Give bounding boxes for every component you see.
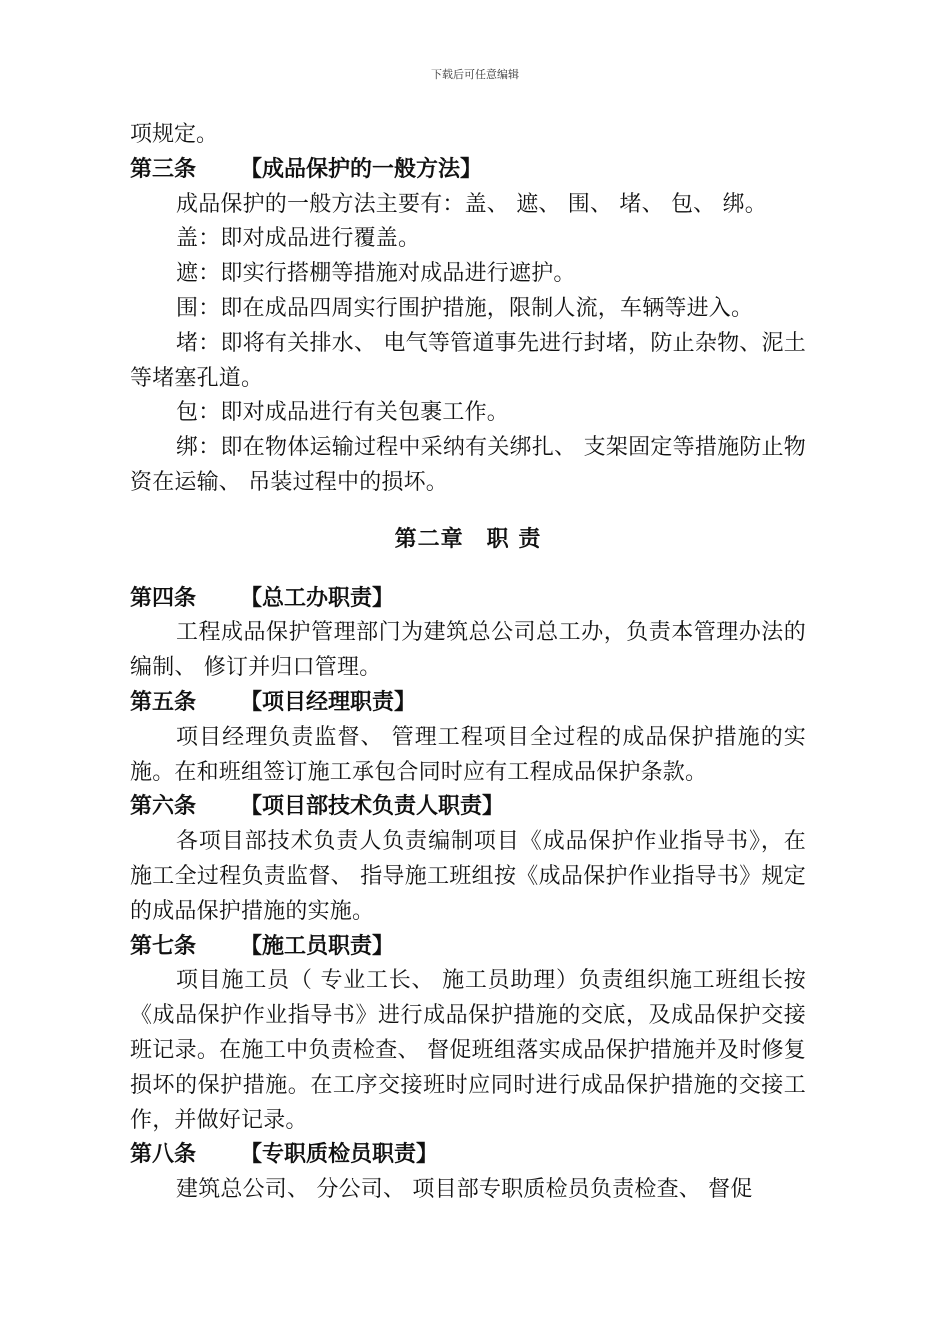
article-4-number: 第四条 xyxy=(130,585,197,611)
article-5-title: 【项目经理职责】 xyxy=(240,689,417,715)
article-4-title: 【总工办职责】 xyxy=(240,585,395,611)
article-5-number: 第五条 xyxy=(130,689,197,715)
article-8-heading xyxy=(130,1138,806,1173)
page-header: 下载后可任意编辑 xyxy=(431,68,519,81)
article-3-paragraph-7: 绑：即在物体运输过程中采纳有关绑扎、 支架固定等措施防止物资在运输、 吊装过程中的损坏。 xyxy=(130,435,806,495)
article-7-title: 【施工员职责】 xyxy=(240,933,395,959)
article-3-paragraph-1: 成品保护的一般方法主要有：盖、 遮、 围、 堵、 包、 绑。 xyxy=(176,191,767,217)
article-8-paragraph-1: 建筑总公司、 分公司、 项目部专职质检员负责检查、 督促 xyxy=(176,1177,753,1203)
article-4-heading xyxy=(130,582,806,617)
article-3-title: 【成品保护的一般方法】 xyxy=(240,156,483,182)
article-6-title: 【项目部技术负责人职责】 xyxy=(240,794,505,820)
article-3-paragraph-4: 围：即在成品四周实行围护措施，限制人流，车辆等进入。 xyxy=(176,295,754,321)
intro-tail: 项规定。 xyxy=(130,122,219,147)
chapter-2-title: 第二章 职 责 xyxy=(394,526,542,552)
article-5-paragraph-1: 项目经理负责监督、 管理工程项目全过程的成品保护措施的实施。在和班组签订施工承包合同时应有工程成品保护条款。 xyxy=(130,724,806,785)
document-body xyxy=(130,118,806,1208)
article-8-title: 【专职质检员职责】 xyxy=(240,1142,439,1168)
article-7-heading xyxy=(130,930,806,965)
article-6-heading xyxy=(130,790,806,825)
article-7-number: 第七条 xyxy=(130,933,197,959)
article-6-number: 第六条 xyxy=(130,794,197,820)
article-3-heading xyxy=(130,153,806,188)
article-3-paragraph-3: 遮：即实行搭棚等措施对成品进行遮护。 xyxy=(176,261,576,287)
article-6-paragraph-1: 各项目部技术负责人负责编制项目《成品保护作业指导书》，在施工全过程负责监督、 指导施工班组按《成品保护作业指导书》规定的成品保护措施的实施。 xyxy=(130,829,806,924)
article-7-paragraph-1: 项目施工员（ 专业工长、 施工员助理）负责组织施工班组长按《成品保护作业指导书》进行成品保护措施的交底，及成品保护交接班记录。在施工中负责检查、 督促班组落实成品保护措施并及时修复损坏的保护措施。在工序交接班时应同时进行成品保护措施的交接工作，并做好记录。 xyxy=(130,968,806,1133)
article-3-number: 第三条 xyxy=(130,156,197,182)
article-8-number: 第八条 xyxy=(130,1142,197,1168)
article-3-paragraph-2: 盖：即对成品进行覆盖。 xyxy=(176,226,421,252)
article-5-heading xyxy=(130,686,806,721)
article-4-paragraph-1: 工程成品保护管理部门为建筑总公司总工办，负责本管理办法的编制、 修订并归口管理。 xyxy=(130,620,806,681)
article-3-paragraph-5: 堵：即将有关排水、 电气等管道事先进行封堵，防止杂物、泥土等堵塞孔道。 xyxy=(130,330,806,391)
article-3-paragraph-6: 包：即对成品进行有关包裹工作。 xyxy=(176,400,510,426)
